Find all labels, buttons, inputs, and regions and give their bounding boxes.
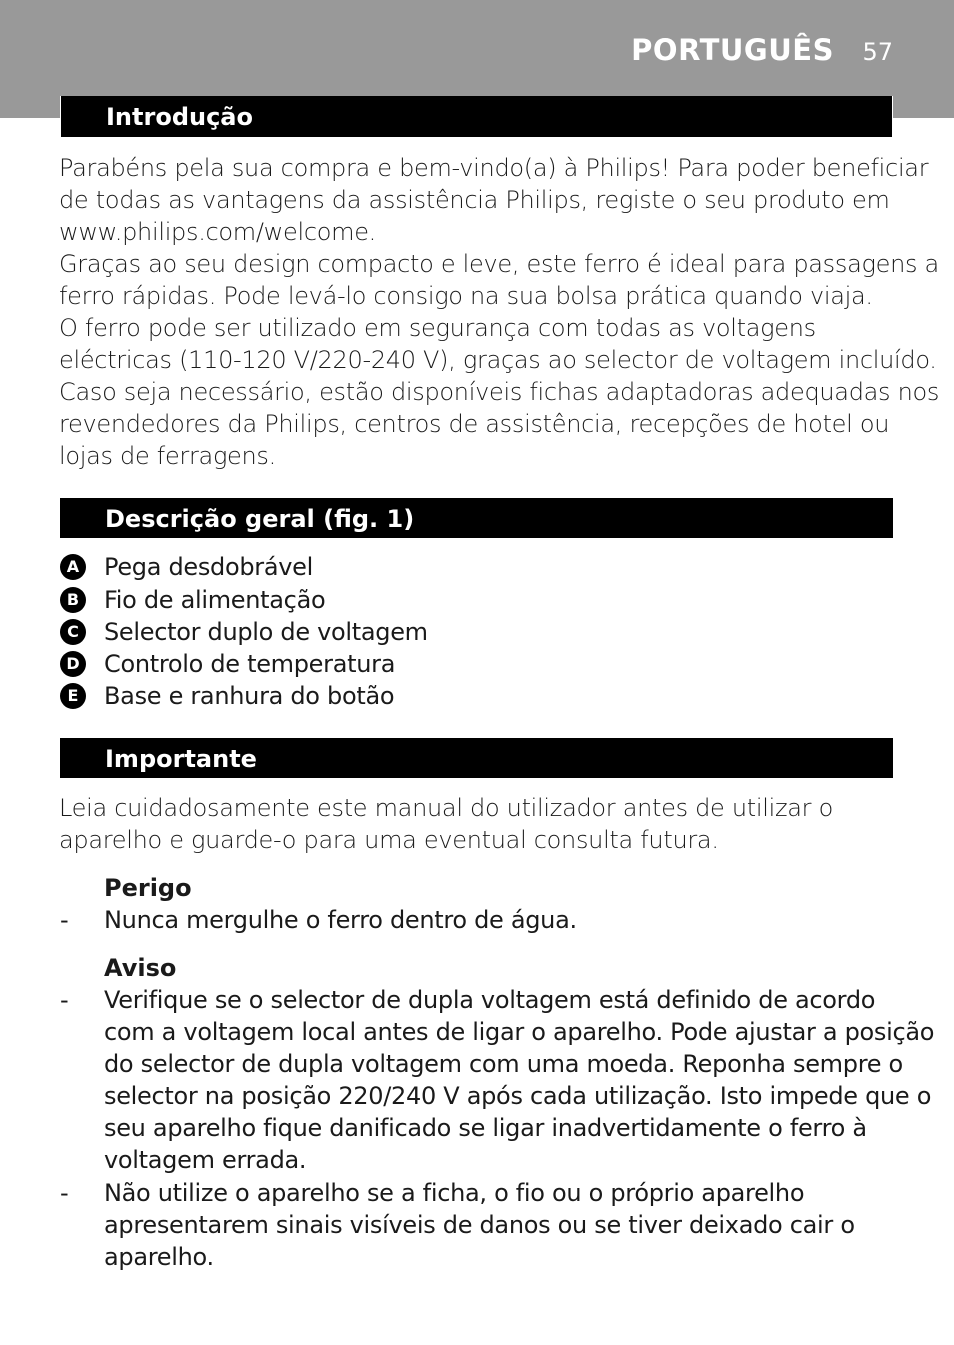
text-line: selector na posição 220/240 V após cada utilização. Isto impede que o — [104, 1082, 932, 1110]
important-intro-paragraph — [59, 792, 897, 856]
item-label: Pega desdobrável — [104, 553, 314, 581]
text-line: Parabéns pela sua compra e bem-vindo(a) à Philips! Para poder beneficiar — [59, 154, 929, 182]
item-label: Controlo de temperatura — [104, 650, 396, 678]
item-label: Base e ranhura do botão — [104, 682, 395, 710]
text-line: O ferro pode ser utilizado em segurança com todas as voltagens — [59, 314, 816, 342]
text-line: Leia cuidadosamente este manual do utilizador antes de utilizar o — [59, 794, 833, 822]
text-line: ferro rápidas. Pode levá-lo consigo na sua bolsa prática quando viaja. — [59, 282, 873, 310]
letter-badge: C — [60, 619, 86, 645]
text-line: Caso seja necessário, estão disponíveis fichas adaptadoras adequadas nos — [59, 378, 940, 406]
text-line: aparelho e guarde-o para uma eventual consulta futura. — [59, 826, 719, 854]
page-number: 57 — [862, 38, 893, 66]
section-heading-important: Importante — [60, 738, 893, 778]
danger-subheading: Perigo — [104, 874, 192, 902]
text-line: Graças ao seu design compacto e leve, este ferro é ideal para passagens a — [59, 250, 939, 278]
section-heading-overview: Descrição geral (fig. 1) — [60, 498, 893, 538]
text-line: com a voltagem local antes de ligar o aparelho. Pode ajustar a posição — [104, 1018, 935, 1046]
warning-subheading: Aviso — [104, 954, 177, 982]
letter-badge: B — [60, 587, 86, 613]
text-line: lojas de ferragens. — [59, 442, 276, 470]
letter-badge: A — [60, 554, 86, 580]
bullet-dash: - — [60, 986, 69, 1014]
text-line: www.philips.com/welcome. — [59, 218, 376, 246]
text-line: Verifique se o selector de dupla voltagem está definido de acordo — [104, 986, 876, 1014]
text-line: de todas as vantagens da assistência Philips, registe o seu produto em — [59, 186, 890, 214]
text-line: Não utilize o aparelho se a ficha, o fio ou o próprio aparelho — [104, 1179, 805, 1207]
text-line: aparelho. — [104, 1243, 214, 1271]
item-label: Selector duplo de voltagem — [104, 618, 428, 646]
warning-bullet — [104, 984, 935, 1176]
item-label: Fio de alimentação — [104, 586, 326, 614]
section-heading-intro: Introdução — [60, 96, 893, 138]
danger-bullet — [104, 904, 899, 936]
text-line: eléctricas (110-120 V/220-240 V), graças ao selector de voltagem incluído. — [59, 346, 937, 374]
language-title: PORTUGUÊS — [631, 33, 834, 67]
text-line: do selector de dupla voltagem com uma moeda. Reponha sempre o — [104, 1050, 903, 1078]
letter-badge: E — [60, 683, 86, 709]
letter-badge: D — [60, 651, 86, 677]
bullet-dash: - — [60, 906, 69, 934]
text-line: voltagem errada. — [104, 1146, 307, 1174]
text-line: apresentarem sinais visíveis de danos ou se tiver deixado cair o — [104, 1211, 855, 1239]
bullet-dash: - — [60, 1179, 69, 1207]
text-line: revendedores da Philips, centros de assistência, recepções de hotel ou — [59, 410, 890, 438]
text-line: seu aparelho fique danificado se ligar inadvertidamente o ferro à — [104, 1114, 867, 1142]
text-line: Nunca mergulhe o ferro dentro de água. — [104, 906, 577, 934]
warning-bullet — [104, 1177, 899, 1273]
intro-paragraph — [59, 152, 940, 472]
